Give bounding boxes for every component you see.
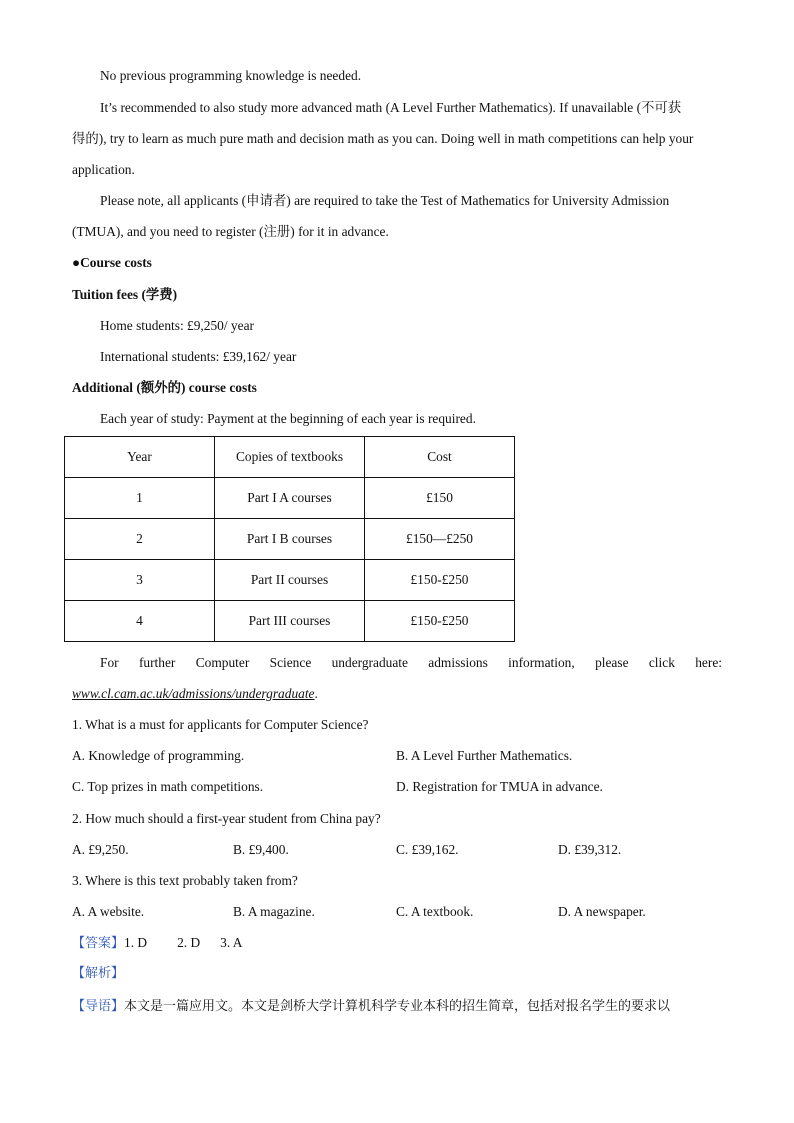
international-students-fee: International students: £39,162/ year	[100, 349, 297, 364]
table-cell: £150-£250	[365, 560, 515, 601]
textbook-costs-table	[64, 436, 515, 642]
table-cell: £150—£250	[365, 519, 515, 560]
tuition-fees-heading: Tuition fees (学费)	[72, 287, 178, 302]
question-3-option-c: C. A textbook.	[396, 904, 474, 919]
course-costs-heading: ●Course costs	[72, 255, 152, 270]
answer-1: 1. D	[124, 935, 148, 950]
question-1-option-b: B. A Level Further Mathematics.	[396, 748, 573, 763]
link-period: .	[314, 686, 318, 701]
paragraph-math-line3: application.	[72, 162, 135, 177]
guide-line	[72, 996, 670, 1017]
answer-3: 3. A	[220, 935, 243, 950]
home-students-fee: Home students: £9,250/ year	[100, 318, 254, 333]
table-cell: Part III courses	[215, 601, 365, 642]
table-header-cell: Copies of textbooks	[215, 437, 365, 478]
question-1: 1. What is a must for applicants for Computer Science?	[72, 717, 369, 732]
guide-label: 【导语】	[72, 999, 125, 1014]
table-cell: £150-£250	[365, 601, 515, 642]
additional-costs-heading: Additional (额外的) course costs	[72, 380, 257, 395]
analysis-label: 【解析】	[72, 966, 125, 981]
each-year-note: Each year of study: Payment at the beginning of each year is required.	[100, 411, 476, 426]
answer-label: 【答案】	[72, 936, 125, 951]
table-cell: Part I A courses	[215, 478, 365, 519]
question-1-option-d: D. Registration for TMUA in advance.	[396, 779, 603, 794]
table-cell: 1	[65, 478, 215, 519]
question-3-option-b: B. A magazine.	[233, 904, 315, 919]
table-row	[65, 560, 515, 601]
table-row	[65, 519, 515, 560]
question-3-option-a: A. A website.	[72, 904, 145, 919]
table-cell: 3	[65, 560, 215, 601]
question-2-option-c: C. £39,162.	[396, 842, 459, 857]
question-1-option-a: A. Knowledge of programming.	[72, 748, 245, 763]
table-header-cell: Year	[65, 437, 215, 478]
answer-line	[72, 933, 242, 954]
paragraph-tmua-line2: (TMUA), and you need to register (注册) for it in advance.	[72, 224, 389, 239]
table-row	[65, 601, 515, 642]
table-header-cell: Cost	[365, 437, 515, 478]
question-1-option-c: C. Top prizes in math competitions.	[72, 779, 264, 794]
guide-text: 本文是一篇应用文。本文是剑桥大学计算机科学专业本科的招生简章，包括对报名学生的要求以	[124, 999, 671, 1014]
question-2-option-b: B. £9,400.	[233, 842, 289, 857]
table-row	[65, 478, 515, 519]
further-info-text: For further Computer Science undergraduate admissions information, please click here:	[100, 655, 722, 670]
paragraph-programming: No previous programming knowledge is needed.	[100, 68, 362, 83]
table-cell: 2	[65, 519, 215, 560]
table-cell: 4	[65, 601, 215, 642]
paragraph-math-line2: 得的), try to learn as much pure math and decision math as you can. Doing well in math competitions can help your	[72, 131, 694, 146]
answer-2: 2. D	[177, 935, 201, 950]
paragraph-tmua-line1: Please note, all applicants (申请者) are required to take the Test of Mathematics for University Admission	[100, 193, 670, 208]
table-cell: Part I B courses	[215, 519, 365, 560]
question-3-option-d: D. A newspaper.	[558, 904, 646, 919]
further-info-link-line	[72, 684, 722, 704]
table-header-row	[65, 437, 515, 478]
table-cell: £150	[365, 478, 515, 519]
table-cell: Part II courses	[215, 560, 365, 601]
question-2-option-d: D. £39,312.	[558, 842, 622, 857]
admissions-link[interactable]: www.cl.cam.ac.uk/admissions/undergraduate	[72, 686, 315, 701]
question-2: 2. How much should a first-year student from China pay?	[72, 811, 381, 826]
question-2-option-a: A. £9,250.	[72, 842, 129, 857]
question-3: 3. Where is this text probably taken from?	[72, 873, 298, 888]
paragraph-math-line1: It’s recommended to also study more advanced math (A Level Further Mathematics). If unavailable (不可获	[100, 100, 682, 115]
